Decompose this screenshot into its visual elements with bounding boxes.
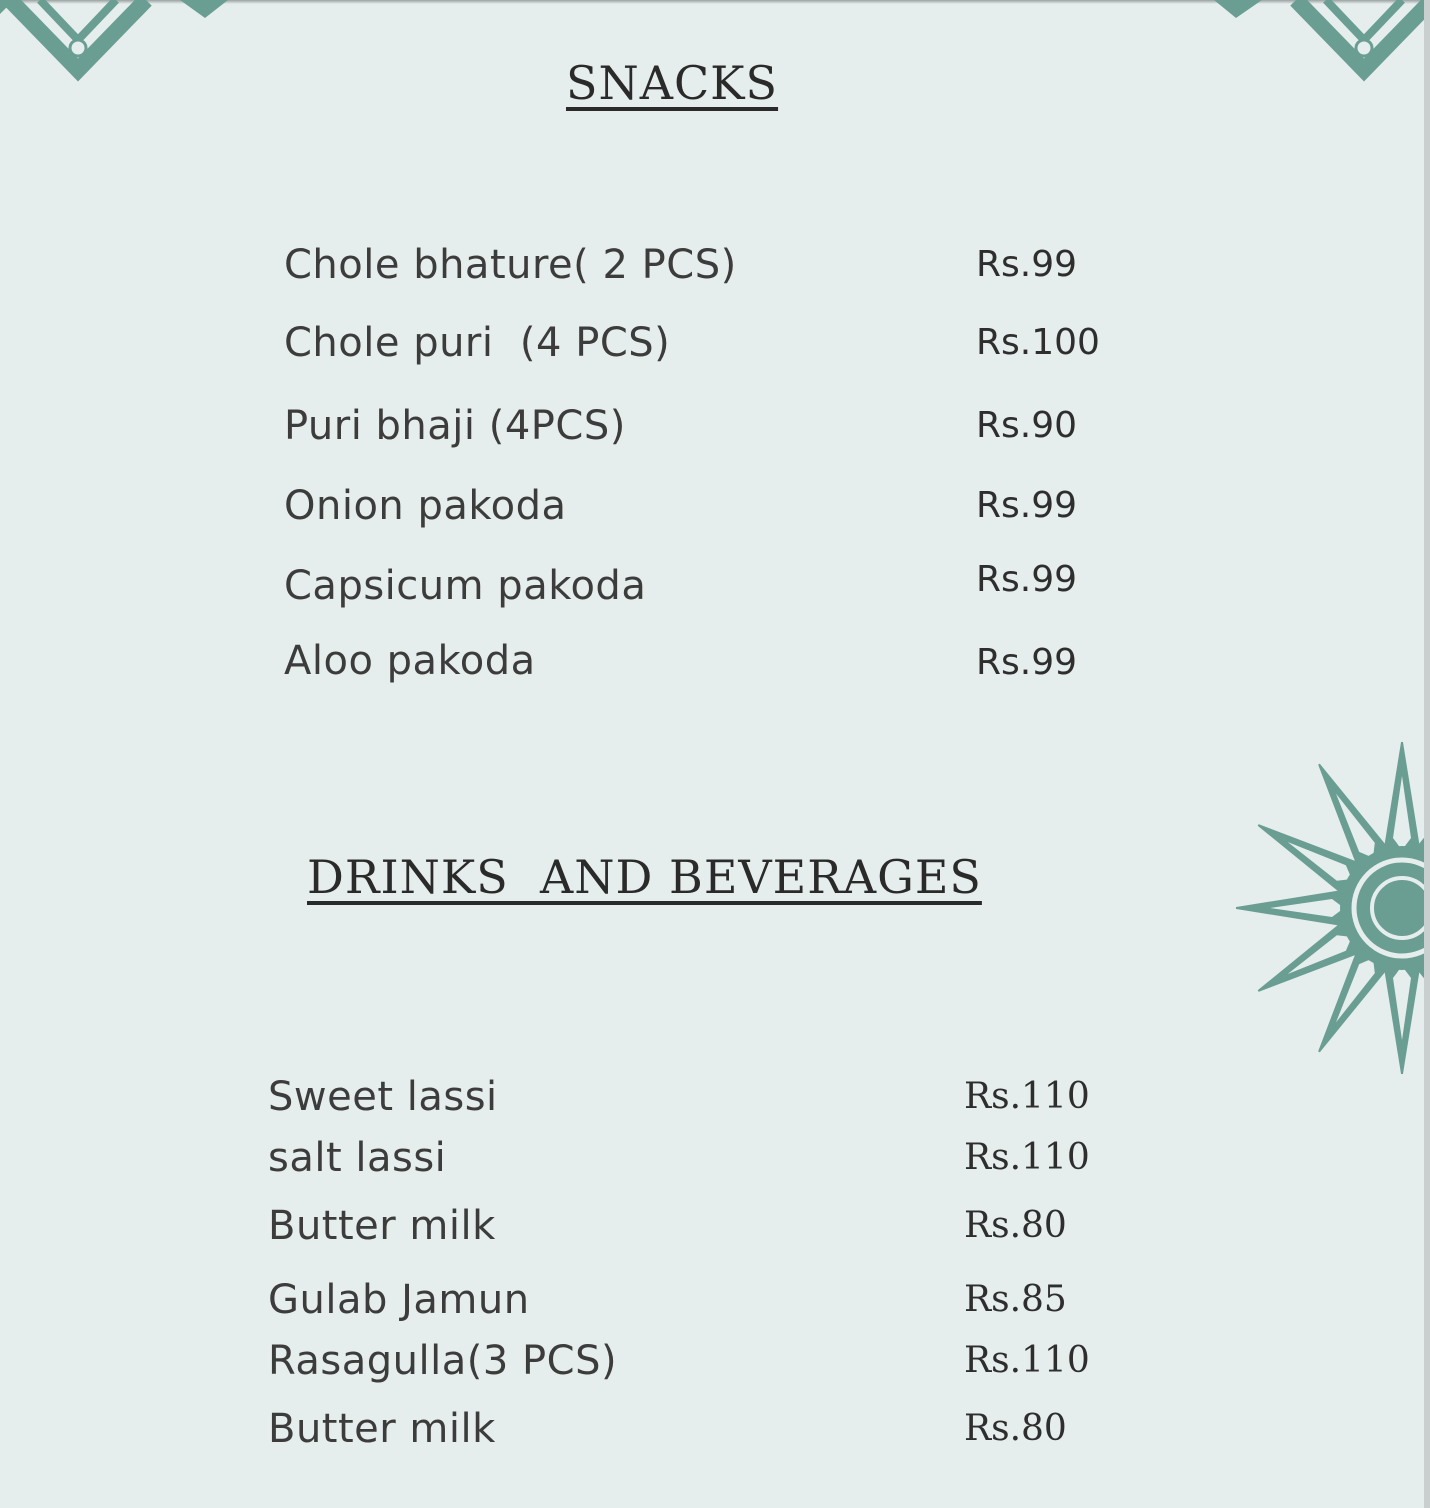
item-name: Butter milk [268,1203,496,1249]
item-name: Puri bhaji (4PCS) [284,403,626,449]
item-name: Chole bhature( 2 PCS) [284,242,737,288]
menu-item [0,240,1200,290]
menu-item [0,318,1200,368]
menu-item [0,1275,1200,1325]
item-price: Rs.85 [964,1279,1067,1320]
item-name: salt lassi [268,1135,447,1181]
item-price: Rs.99 [976,559,1078,600]
menu-item [0,636,1200,686]
menu-item [0,1133,1200,1183]
item-name: Onion pakoda [284,483,567,529]
item-name: Butter milk [268,1406,496,1452]
item-name: Capsicum pakoda [284,563,647,609]
menu-item [0,1072,1200,1122]
mandala-corner-right-icon [1210,0,1424,90]
item-price: Rs.110 [964,1076,1090,1117]
item-name: Aloo pakoda [284,638,536,684]
item-price: Rs.110 [964,1340,1090,1381]
item-name: Gulab Jamun [268,1277,530,1323]
item-price: Rs.99 [976,642,1078,683]
menu-item [0,1404,1200,1454]
snacks-heading: SNACKS [566,56,779,110]
drinks-heading: DRINKS AND BEVERAGES [307,850,982,904]
item-price: Rs.100 [976,322,1100,363]
item-price: Rs.80 [964,1408,1067,1449]
item-price: Rs.99 [976,485,1078,526]
item-name: Chole puri (4 PCS) [284,320,671,366]
menu-item [0,1201,1200,1251]
item-price: Rs.110 [964,1137,1090,1178]
item-name: Rasagulla(3 PCS) [268,1338,618,1384]
mandala-flower-icon [1226,720,1424,1100]
item-price: Rs.99 [976,244,1078,285]
menu-item [0,561,1200,611]
menu-item [0,481,1200,531]
menu-item [0,401,1200,451]
item-name: Sweet lassi [268,1074,498,1120]
item-price: Rs.90 [976,405,1078,446]
mandala-corner-left-icon [0,0,230,90]
item-price: Rs.80 [964,1205,1067,1246]
menu-item [0,1336,1200,1386]
